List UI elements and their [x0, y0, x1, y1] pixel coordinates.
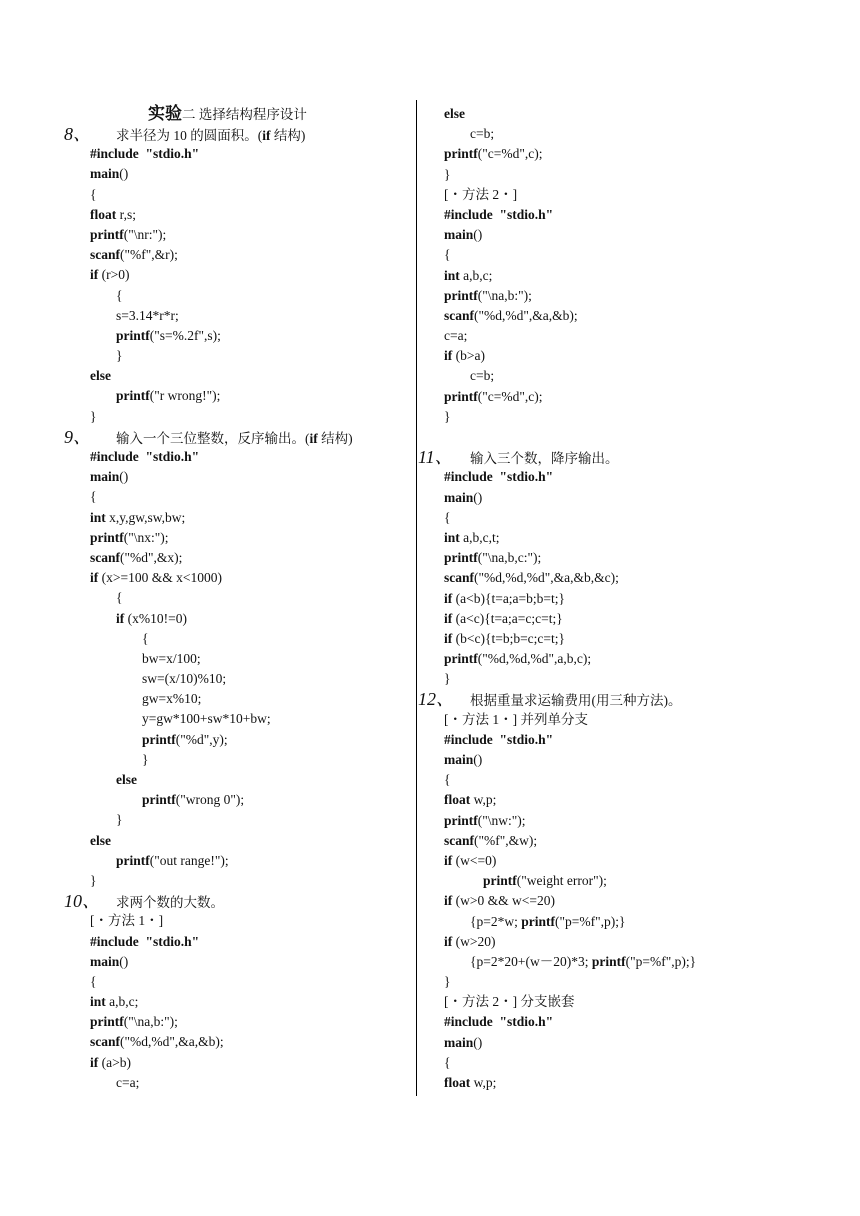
code-line: } [116, 348, 123, 364]
question-number: 10、 [64, 891, 100, 912]
code-line: if (x%10!=0) [116, 610, 187, 626]
question-text: 求半径为 10 的圆面积。(if 结构) [116, 128, 306, 143]
code-line: if (a<b){t=a;a=b;b=t;} [444, 590, 566, 606]
code-line: else [444, 106, 465, 121]
code-line: float w,p; [444, 1075, 497, 1090]
code-line: } [116, 812, 123, 828]
code-line: [・方法 1・] [90, 913, 164, 929]
right-column [418, 104, 838, 1093]
blank-line [418, 427, 838, 447]
code-line: else [116, 772, 137, 787]
question-heading [64, 124, 404, 144]
code-line: #include "stdio.h" [444, 206, 554, 222]
code-line: } [444, 408, 451, 424]
code-line: scanf("%f",&w); [444, 832, 538, 848]
question-text: 输入三个数，降序输出。 [470, 451, 619, 467]
code-line: } [90, 872, 97, 888]
code-line: sw=(x/10)%10; [142, 671, 227, 687]
code-line: int a,b,c,t; [444, 529, 500, 545]
code-line: int x,y,gw,sw,bw; [90, 509, 186, 525]
code-line: printf("\nx:"); [90, 529, 169, 545]
question-heading [64, 891, 404, 911]
code-line: [・方法 1・] 并列单分支 [444, 711, 588, 727]
code-line: else [90, 832, 111, 848]
code-line: { [90, 186, 97, 202]
code-line: #include "stdio.h" [90, 933, 200, 949]
code-line: { [142, 630, 149, 646]
code-line: printf("s=%.2f",s); [116, 327, 221, 343]
code-line: printf("\nw:"); [444, 812, 526, 828]
code-line: } [90, 408, 97, 424]
question-heading [418, 447, 838, 467]
code-line: printf("c=%d",c); [444, 146, 543, 162]
question-text: 输入一个三位整数，反序输出。(if 结构) [116, 430, 353, 446]
code-line: if (r>0) [90, 267, 130, 283]
code-line: int a,b,c; [444, 267, 493, 283]
code-line: if (b<c){t=b;b=c;c=t;} [444, 630, 566, 646]
question-number: 8、 [64, 124, 91, 144]
code-line: {p=2*w; printf("p=%f",p);} [470, 913, 626, 929]
code-line: printf("\na,b,c:"); [444, 550, 542, 566]
code-line: { [444, 772, 451, 788]
code-line: printf("\na,b:"); [90, 1014, 178, 1030]
title [64, 104, 404, 124]
code-line: main() [444, 1034, 483, 1050]
question-text: 根据重量求运输费用(用三种方法)。 [470, 693, 682, 709]
code-line: { [90, 489, 97, 505]
code-line: {p=2*20+(w－20)*3; printf("p=%f",p);} [470, 953, 697, 969]
code-line: c=b; [470, 368, 495, 384]
code-line: printf("%d,%d,%d",a,b,c); [444, 651, 592, 667]
question-number: 11、 [418, 447, 453, 468]
question-number: 9、 [64, 426, 91, 447]
code-line: bw=x/100; [142, 650, 201, 666]
code-line: } [444, 166, 451, 182]
code-line: printf("%d",y); [142, 731, 228, 747]
code-line: int a,b,c; [90, 994, 139, 1010]
code-line: else [90, 368, 111, 384]
question-number: 12、 [418, 689, 454, 710]
code-line: } [142, 751, 149, 767]
column-divider [416, 100, 417, 1096]
code-line: #include "stdio.h" [444, 469, 554, 485]
code-line: main() [444, 489, 483, 505]
code-line: main() [90, 953, 129, 969]
title-main: 实验 [148, 104, 182, 123]
code-line: c=a; [444, 328, 468, 344]
code-line: printf("weight error"); [483, 873, 607, 889]
code-line: [・方法 2・] 分支嵌套 [444, 994, 575, 1010]
title-sub: 二 选择结构程序设计 [182, 107, 307, 122]
code-line: printf("out range!"); [116, 852, 229, 868]
question-heading [64, 427, 404, 447]
code-line: } [444, 974, 451, 990]
code-line: y=gw*100+sw*10+bw; [142, 711, 271, 727]
code-line: { [444, 247, 451, 263]
code-line: printf("\na,b:"); [444, 287, 532, 303]
code-line: if (a>b) [90, 1054, 131, 1070]
code-line: scanf("%f",&r); [90, 247, 178, 263]
code-line: #include "stdio.h" [444, 731, 554, 747]
code-line: #include "stdio.h" [444, 1014, 554, 1030]
code-line: gw=x%10; [142, 691, 202, 707]
code-line: main() [90, 469, 129, 485]
code-line: scanf("%d",&x); [90, 549, 183, 565]
code-line: if (x>=100 && x<1000) [90, 570, 222, 586]
code-line: printf("\nr:"); [90, 226, 167, 242]
code-line: [・方法 2・] [444, 186, 518, 202]
code-line: printf("wrong 0"); [142, 792, 245, 808]
code-line: c=a; [116, 1074, 140, 1090]
code-line: main() [90, 166, 129, 182]
question-text: 求两个数的大数。 [116, 895, 224, 911]
code-line: if (b>a) [444, 348, 485, 364]
code-line: s=3.14*r*r; [116, 307, 179, 323]
code-line: printf("r wrong!"); [116, 388, 221, 404]
code-line: printf("c=%d",c); [444, 388, 543, 404]
code-line: if (a<c){t=a;a=c;c=t;} [444, 610, 563, 626]
code-line: { [444, 1054, 451, 1070]
code-line: #include "stdio.h" [90, 146, 200, 162]
code-line: scanf("%d,%d",&a,&b); [444, 307, 578, 323]
code-line: } [444, 671, 451, 687]
code-line: scanf("%d,%d,%d",&a,&b,&c); [444, 570, 619, 586]
left-column [64, 124, 404, 1093]
code-line: if (w<=0) [444, 852, 497, 868]
code-line: float w,p; [444, 792, 497, 808]
code-line: main() [444, 227, 483, 243]
code-line: #include "stdio.h" [90, 449, 200, 464]
code-line: if (w>20) [444, 933, 496, 949]
code-line: { [116, 287, 123, 303]
code-line: { [444, 509, 451, 525]
code-line: { [116, 590, 123, 606]
code-line: main() [444, 752, 483, 767]
code-line: { [90, 973, 97, 989]
code-line: if (w>0 && w<=20) [444, 893, 555, 909]
code-line: float r,s; [90, 206, 136, 222]
code-line: c=b; [470, 126, 495, 142]
question-heading [418, 689, 838, 709]
code-line: scanf("%d,%d",&a,&b); [90, 1034, 224, 1050]
